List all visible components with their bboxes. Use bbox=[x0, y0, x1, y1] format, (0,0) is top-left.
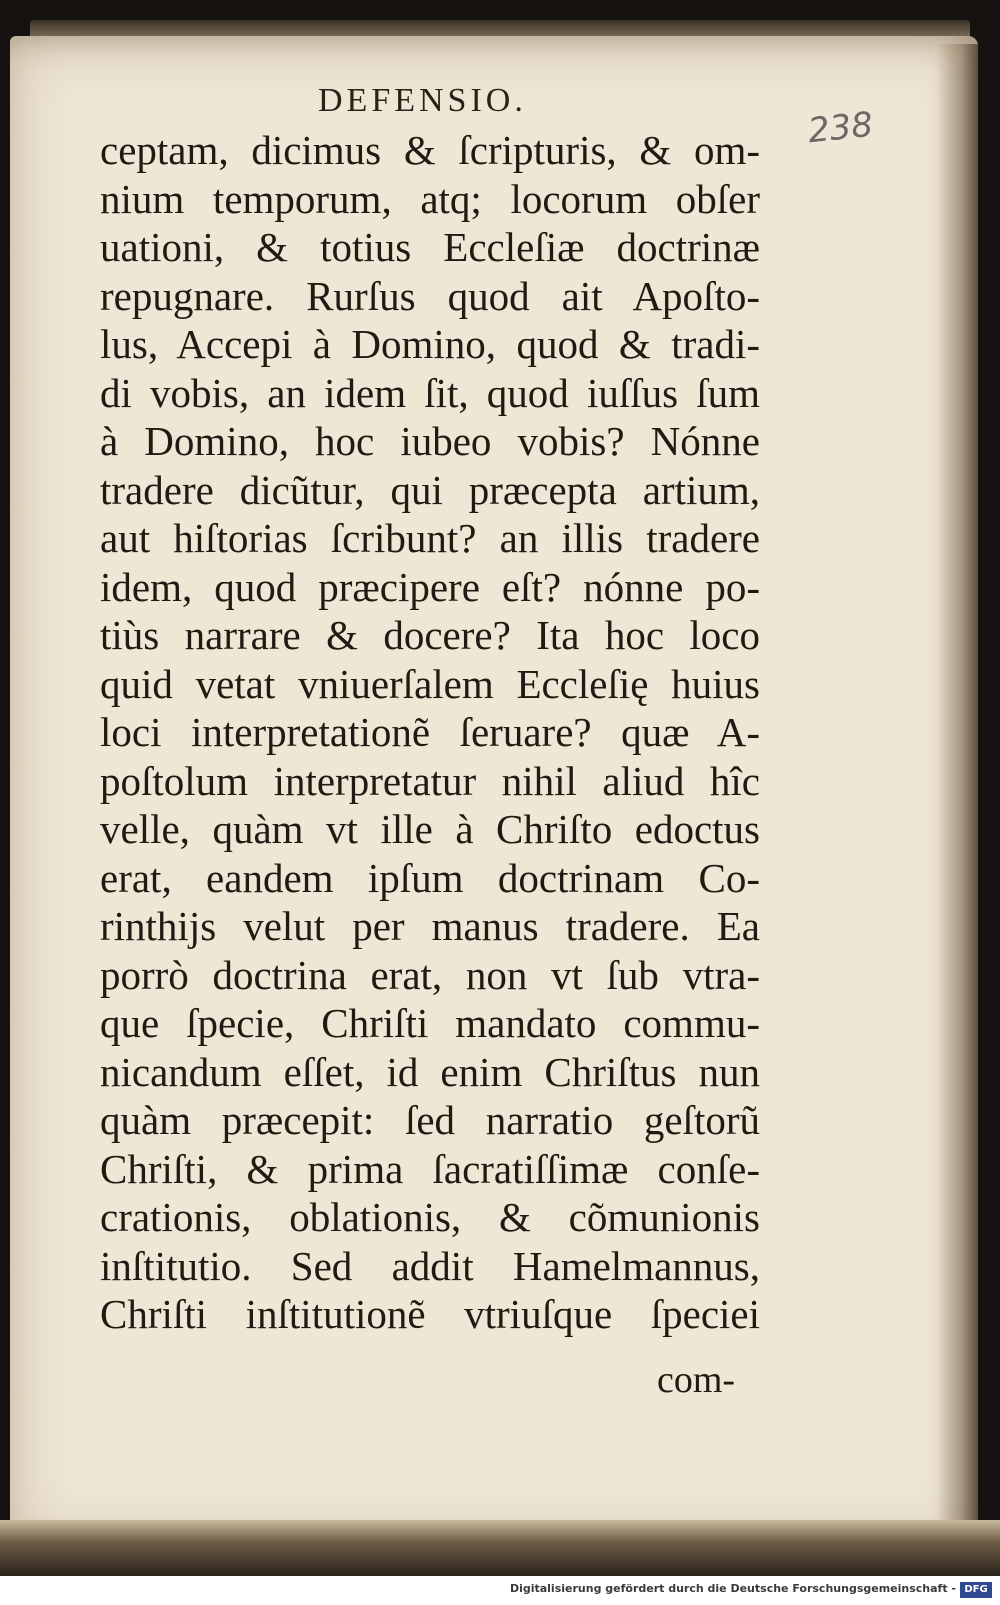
folio-number: 238 bbox=[806, 104, 875, 152]
text-line: velle, quàm vt ille à Chriſto edoctus bbox=[100, 806, 760, 852]
text-line: porrò doctrina erat, non vt ſub vtra- bbox=[100, 951, 760, 998]
footer-credit-text: Digitalisierung gefördert durch die Deutsche Forschungsgemeinschaft - bbox=[509, 1582, 956, 1595]
text-line: lus, Accepi à Domino, quod & tradi- bbox=[100, 321, 760, 367]
running-head: DEFENSIO. bbox=[318, 82, 527, 119]
text-line: uationi, & totius Eccleſiæ doctrinæ bbox=[100, 224, 760, 270]
text-line: idem, quod præcipere eſt? nónne po- bbox=[100, 563, 760, 610]
text-line: ceptam, dicimus & ſcripturis, & om- bbox=[100, 127, 760, 173]
text-line: nicandum eſſet, id enim Chriſtus nun bbox=[100, 1048, 760, 1095]
text-line: di vobis, an idem ſit, quod iuſſus ſum bbox=[100, 369, 760, 416]
catchword: com- bbox=[657, 1359, 736, 1401]
text-line: inſtitutio. Sed addit Hamelmannus, bbox=[100, 1242, 760, 1289]
digitization-footer bbox=[0, 1576, 1000, 1605]
text-line: Chriſti inſtitutionẽ vtriuſque ſpeciei bbox=[100, 1291, 760, 1337]
dfg-logo: DFG bbox=[960, 1582, 992, 1598]
text-line: tiùs narrare & docere? Ita hoc loco bbox=[100, 612, 760, 658]
book-bottom-edge bbox=[0, 1520, 1000, 1576]
text-line: poſtolum interpretatur nihil aliud hîc bbox=[100, 757, 760, 804]
text-line: quid vetat vniuerſalem Eccleſię huius bbox=[100, 660, 760, 707]
text-line: repugnare. Rurſus quod ait Apoſto- bbox=[100, 272, 760, 319]
text-line: à Domino, hoc iubeo vobis? Nónne bbox=[100, 418, 760, 464]
text-block bbox=[100, 126, 760, 1339]
text-line: erat, eandem ipſum doctrinam Co- bbox=[100, 854, 760, 901]
text-line: crationis, oblationis, & cõmunionis bbox=[100, 1194, 760, 1240]
page-gutter-shadow bbox=[936, 44, 978, 1544]
text-line: quàm præcepit: ſed narratio geſtorũ bbox=[100, 1097, 760, 1143]
text-line: que ſpecie, Chriſti mandato commu- bbox=[100, 1000, 760, 1046]
text-line: nium temporum, atq; locorum obſer bbox=[100, 175, 760, 222]
text-line: aut hiſtorias ſcribunt? an illis tradere bbox=[100, 515, 760, 561]
text-line: loci interpretationẽ ſeruare? quæ A- bbox=[100, 709, 760, 755]
text-line: rinthijs velut per manus tradere. Ea bbox=[100, 903, 760, 949]
text-line: tradere dicũtur, qui præcepta artium, bbox=[100, 466, 760, 513]
text-line: Chriſti, & prima ſacratiſſimæ conſe- bbox=[100, 1145, 760, 1192]
